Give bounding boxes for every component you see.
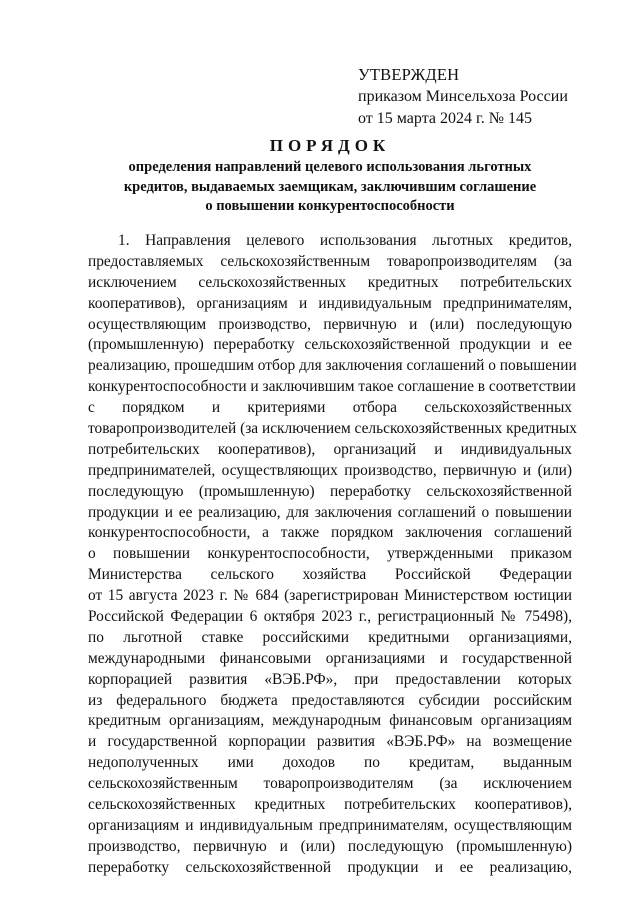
subtitle-line: о повышении конкурентоспособности bbox=[205, 198, 455, 214]
subtitle-line: определения направлений целевого использования льготных bbox=[128, 159, 532, 175]
body-line: конкурентоспособности и заключившим такое соглашение в соответствии bbox=[88, 378, 576, 396]
body-line: недополученных ими доходов по кредитам, выданным bbox=[88, 754, 572, 772]
document-subtitle bbox=[95, 158, 565, 217]
approval-order: приказом Минсельхоза России bbox=[358, 88, 568, 105]
body-line: от 15 августа 2023 г. № 684 (зарегистрирован Министерством юстиции bbox=[88, 587, 572, 605]
body-line: исключением сельскохозяйственных кредитных потребительских bbox=[88, 273, 572, 291]
body-line: сельскохозяйственных кредитных потребительских кооперативов), bbox=[88, 796, 572, 814]
body-line: предпринимателей, осуществляющих производство, первичную и (или) bbox=[88, 461, 572, 479]
body-line: о повышении конкурентоспособности, утвержденными приказом bbox=[88, 545, 572, 563]
body-line: потребительских кооперативов), организаций и индивидуальных bbox=[88, 440, 572, 458]
body-line: производство, первичную и (или) последующую (промышленную) bbox=[88, 837, 572, 855]
body-line: и государственной корпорации развития «ВЭБ.РФ» на возмещение bbox=[88, 733, 572, 751]
body-line: конкурентоспособности, а также порядком заключения соглашений bbox=[88, 524, 572, 542]
body-line: товаропроизводителей (за исключением сельскохозяйственных кредитных bbox=[88, 420, 577, 438]
body-line: сельскохозяйственным товаропроизводителям (за исключением bbox=[88, 775, 572, 793]
approval-date: от 15 марта 2024 г. № 145 bbox=[358, 110, 532, 127]
approval-block bbox=[358, 64, 628, 130]
body-line: предоставляемых сельскохозяйственным товаропроизводителям (за bbox=[88, 252, 572, 270]
document-body bbox=[88, 231, 577, 879]
body-line: международными финансовыми организациями и государственной bbox=[88, 649, 572, 667]
body-line: организациям и индивидуальным предпринимателям, осуществляющим bbox=[88, 816, 572, 834]
body-line: из федерального бюджета предоставляются субсидии российским bbox=[88, 691, 572, 709]
body-line: реализацию, прошедшим отбор для заключения соглашений о повышении bbox=[88, 357, 577, 375]
body-line: Министерства сельского хозяйства Российской Федерации bbox=[88, 566, 572, 584]
body-line: кооперативов), организациям и индивидуальным предпринимателям, bbox=[88, 294, 572, 312]
body-line: последующую (промышленную) переработку сельскохозяйственной bbox=[88, 482, 572, 500]
body-line: корпорацией развития «ВЭБ.РФ», при предоставлении которых bbox=[88, 670, 572, 688]
body-line: кредитным организациям, международным финансовым организациям bbox=[88, 712, 572, 730]
body-line: переработку сельскохозяйственной продукции и ее реализацию, bbox=[88, 858, 572, 876]
body-line: продукции и ее реализацию, для заключения соглашений о повышении bbox=[88, 503, 572, 521]
approval-stamp: УТВЕРЖДЕН bbox=[358, 65, 460, 84]
body-line: Российской Федерации 6 октября 2023 г., регистрационный № 75498), bbox=[88, 608, 572, 626]
body-line: (промышленную) переработку сельскохозяйственной продукции и ее bbox=[88, 336, 572, 354]
subtitle-line: кредитов, выдаваемых заемщикам, заключившим соглашение bbox=[123, 178, 537, 195]
document-title: ПОРЯДОК bbox=[269, 136, 391, 155]
body-line: осуществляющим производство, первичную и (или) последующую bbox=[88, 315, 572, 333]
body-line: по льготной ставке российскими кредитными организациями, bbox=[88, 628, 572, 646]
body-line: с порядком и критериями отбора сельскохозяйственных bbox=[88, 399, 572, 417]
body-line: 1. Направления целевого использования льготных кредитов, bbox=[118, 232, 572, 249]
